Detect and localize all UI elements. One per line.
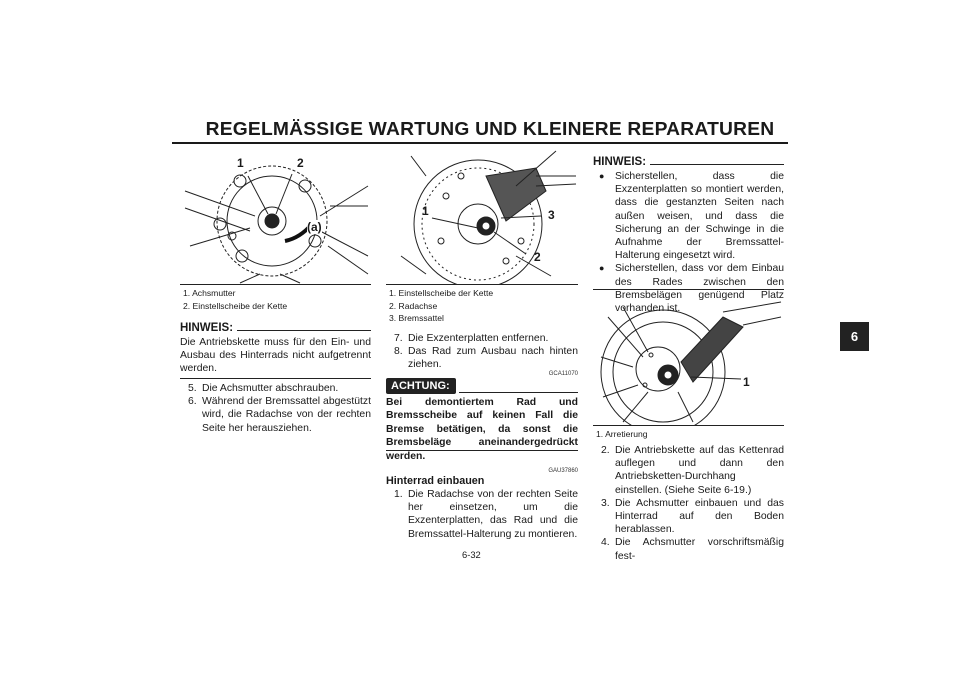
steps-list [394,332,578,372]
sprocket-illustration [180,146,371,284]
list-item [394,345,578,371]
note-heading-label: HINWEIS: [593,156,647,168]
steps-list [188,382,371,435]
list-item [599,170,784,262]
chapter-tab: 6 [840,322,869,351]
caption-item: 1. Einstellscheibe der Kette [389,288,494,298]
callout-a: (a) [307,220,322,234]
section-title: Hinterrad einbauen [386,475,485,487]
step-text: Die Radachse von der rechten Seite her einsetzen, um die Exzenterplatten, das Rad und die Bremssattel-Halterung zu montieren. [408,489,578,540]
figure-rear-sprocket [180,146,371,285]
step-number: 7. [394,333,403,344]
note-bullets [599,170,784,315]
divider [386,450,578,451]
divider [459,392,578,393]
arretierung-illustration [593,297,784,425]
list-item [188,382,371,395]
bullet-icon: ● [599,171,605,181]
callout-3: 3 [548,208,555,222]
steps-list [394,488,578,541]
title-rule [172,142,788,144]
divider [650,163,784,165]
step-number: 4. [601,537,610,549]
callout-1: 1 [743,375,750,389]
step-text: Während der Bremssattel abgestützt wird, die Radachse von der rechten Seite her herausziehen. [202,396,371,434]
step-number: 3. [601,497,610,509]
note-heading [180,322,371,334]
figure-brake-disc [386,146,578,285]
list-item [601,444,784,497]
steps-list [601,444,784,563]
divider [593,289,784,290]
figure-arretierung [593,297,784,426]
bullet-text: Sicherstellen, dass die Exzenterplatten so montiert werden, dass die gestanzten Seiten nach außen weisen, und dass die Sicherung an der Schwinge in die Aufnahme der Bremssattel-Halterung eingesetzt wird. [615,171,784,262]
step-text: Die Antriebskette auf das Kettenrad auflegen und dann den Antriebsketten-Durchhang einstellen. (Siehe Seite 6-19.) [615,445,784,496]
caution-heading [386,378,578,394]
step-number: 5. [188,383,197,394]
step-text: Die Achsmutter abschrauben. [202,383,339,394]
figure-1-caption [183,287,287,312]
list-item [394,488,578,541]
list-item [601,536,784,562]
caption-item: 3. Bremssattel [389,313,444,323]
callout-1: 1 [422,204,429,218]
list-item [188,395,371,435]
bullet-icon: ● [599,263,605,274]
caution-code: GCA11070 [548,371,578,377]
caption-item: 1. Achsmutter [183,288,236,298]
note-text: Die Antriebskette muss für den Ein- und Ausbau des Hinterrads nicht aufgetrennt werden. [180,337,371,375]
divider [237,329,371,331]
step-number: 1. [394,489,403,500]
figure-2-caption [389,287,493,325]
step-text: Die Achsmutter einbauen und das Hinterrad auf den Boden herablassen. [615,497,784,536]
caption-item: 2. Einstellscheibe der Kette [183,300,288,311]
figure-3-caption [596,428,648,441]
page-number: 6-32 [462,549,481,560]
list-item [394,332,578,345]
step-number: 8. [394,346,403,358]
caution-label: ACHTUNG: [386,378,456,394]
page-title: REGELMÄSSIGE WARTUNG UND KLEINERE REPARATUREN [205,118,775,139]
step-text: Die Achsmutter vorschriftsmäßig fest- [615,537,784,562]
step-text: Das Rad zum Ausbau nach hinten ziehen. [408,346,578,371]
step-number: 6. [188,396,197,408]
step-text: Die Exzenterplatten entfernen. [408,333,549,344]
note-heading [593,156,784,168]
caption-item: 1. Arretierung [596,429,648,439]
callout-2: 2 [534,250,541,264]
bullet-text: Sicherstellen, dass vor dem Einbau des Rades zwischen den Bremsbelägen genügend Platz vorhanden ist. [615,263,784,315]
caution-text: Bei demontiertem Rad und Bremsscheibe auf keinen Fall die Bremse betätigen, da sonst die Bremsbeläge aneinandergedrückt werden. [386,397,578,462]
note-heading-label: HINWEIS: [180,322,234,334]
step-number: 2. [601,445,610,456]
callout-1: 1 [237,156,244,170]
section-code: GAU37860 [548,468,578,474]
list-item [601,497,784,537]
divider [180,378,371,379]
callout-2: 2 [297,156,304,170]
caption-item: 2. Radachse [389,300,438,311]
